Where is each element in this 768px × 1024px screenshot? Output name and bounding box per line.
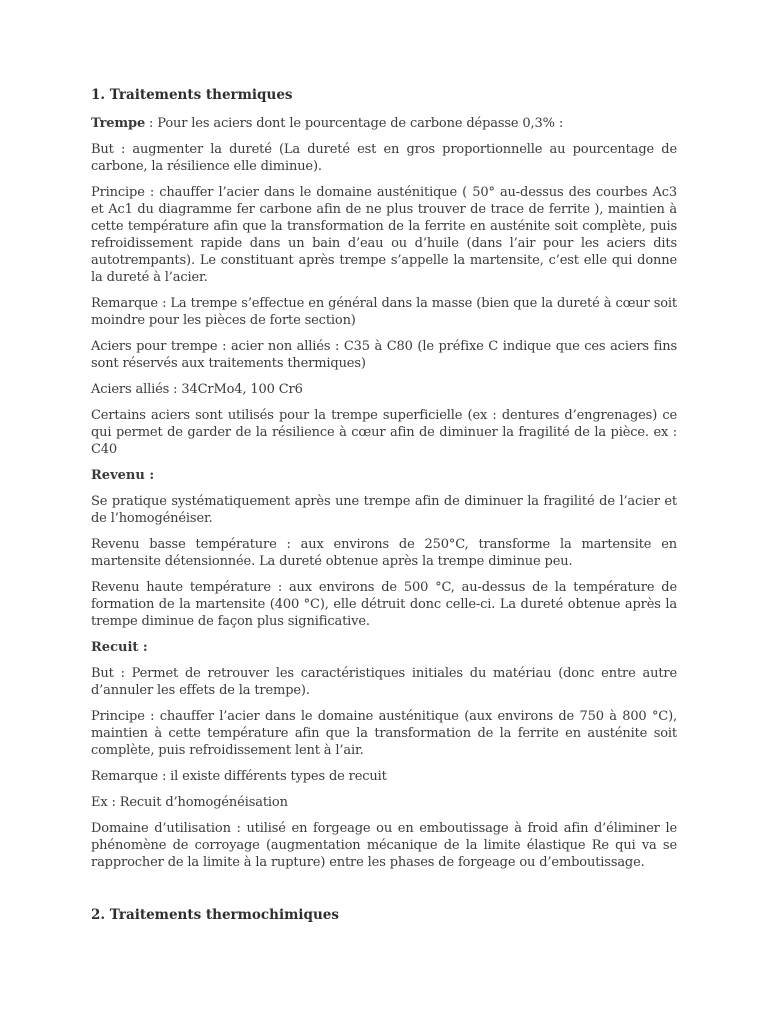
recuit-ex: Ex : Recuit d’homogénéisation bbox=[91, 795, 288, 810]
revenu-intro: Se pratique systématiquement après une trempe afin de diminuer la fragilité de l’acier et de l’homogénéiser. bbox=[91, 494, 677, 526]
trempe-remarque: Remarque : La trempe s’effectue en général dans la masse (bien que la dureté à cœur soit moindre pour les pièces de forte section) bbox=[91, 296, 677, 328]
trempe-intro-text: : Pour les aciers dont le pourcentage de carbone dépasse 0,3% : bbox=[145, 116, 564, 131]
recuit-remarque: Remarque : il existe différents types de recuit bbox=[91, 769, 387, 784]
recuit-title: Recuit : bbox=[91, 640, 148, 655]
revenu-basse: Revenu basse température : aux environs de 250°C, transforme la martensite en martensite détensionnée. La dureté obtenue après la trempe diminue peu. bbox=[91, 537, 677, 569]
trempe-aciers-allies: Aciers alliés : 34CrMo4, 100 Cr6 bbox=[91, 382, 303, 397]
recuit-but: But : Permet de retrouver les caractéristiques initiales du matériau (donc entre autre d’annuler les effets de la trempe). bbox=[91, 666, 677, 698]
document-page bbox=[91, 86, 677, 880]
trempe-aciers-non-allies: Aciers pour trempe : acier non alliés : C35 à C80 (le préfixe C indique que ces aciers fins sont réservés aux traitements thermiques) bbox=[91, 339, 677, 371]
section-1-title: 1. Traitements thermiques bbox=[91, 87, 293, 103]
recuit-domaine: Domaine d’utilisation : utilisé en forgeage ou en emboutissage à froid afin d’éliminer le phénomène de corroyage (augmentation mécanique de la limite élastique Re qui va se rapprocher de la limite à la rupture) entre les phases de forgeage ou d’emboutissage. bbox=[91, 821, 677, 870]
recuit-principe: Principe : chauffer l’acier dans le domaine austénitique (aux environs de 750 à 800 °C), maintien à cette température afin que la transformation de la ferrite en austénite soit complète, puis refroidissement lent à l’air. bbox=[91, 709, 677, 758]
revenu-title: Revenu : bbox=[91, 468, 155, 483]
trempe-but: But : augmenter la dureté (La dureté est en gros proportionnelle au pourcentage de carbone, la résilience elle diminue). bbox=[91, 142, 677, 174]
trempe-intro bbox=[91, 115, 677, 132]
trempe-superficielle: Certains aciers sont utilisés pour la trempe superficielle (ex : dentures d’engrenages) ce qui permet de garder de la résilience à cœur afin de diminuer la fragilité de la pièce. ex : C40 bbox=[91, 408, 677, 457]
trempe-principe: Principe : chauffer l’acier dans le domaine austénitique ( 50° au-dessus des courbes Ac3 et Ac1 du diagramme fer carbone afin de ne plus trouver de trace de ferrite ), maintien à cette température afin que la transformation de la ferrite en austénite soit complète, puis refroidissement rapide dans un bain d’eau ou d’huile (dans l’air pour les aciers dits autotrempants). Le constituant après trempe s’appelle la martensite, c’est elle qui donne la dureté à l’acier. bbox=[91, 185, 677, 285]
trempe-label: Trempe bbox=[91, 116, 146, 131]
revenu-haute: Revenu haute température : aux environs de 500 °C, au-dessus de la température de formation de la martensite (400 °C), elle détruit donc celle-ci. La dureté obtenue après la trempe diminue de façon plus significative. bbox=[91, 580, 677, 629]
section-2-title: 2. Traitements thermochimiques bbox=[91, 907, 339, 923]
